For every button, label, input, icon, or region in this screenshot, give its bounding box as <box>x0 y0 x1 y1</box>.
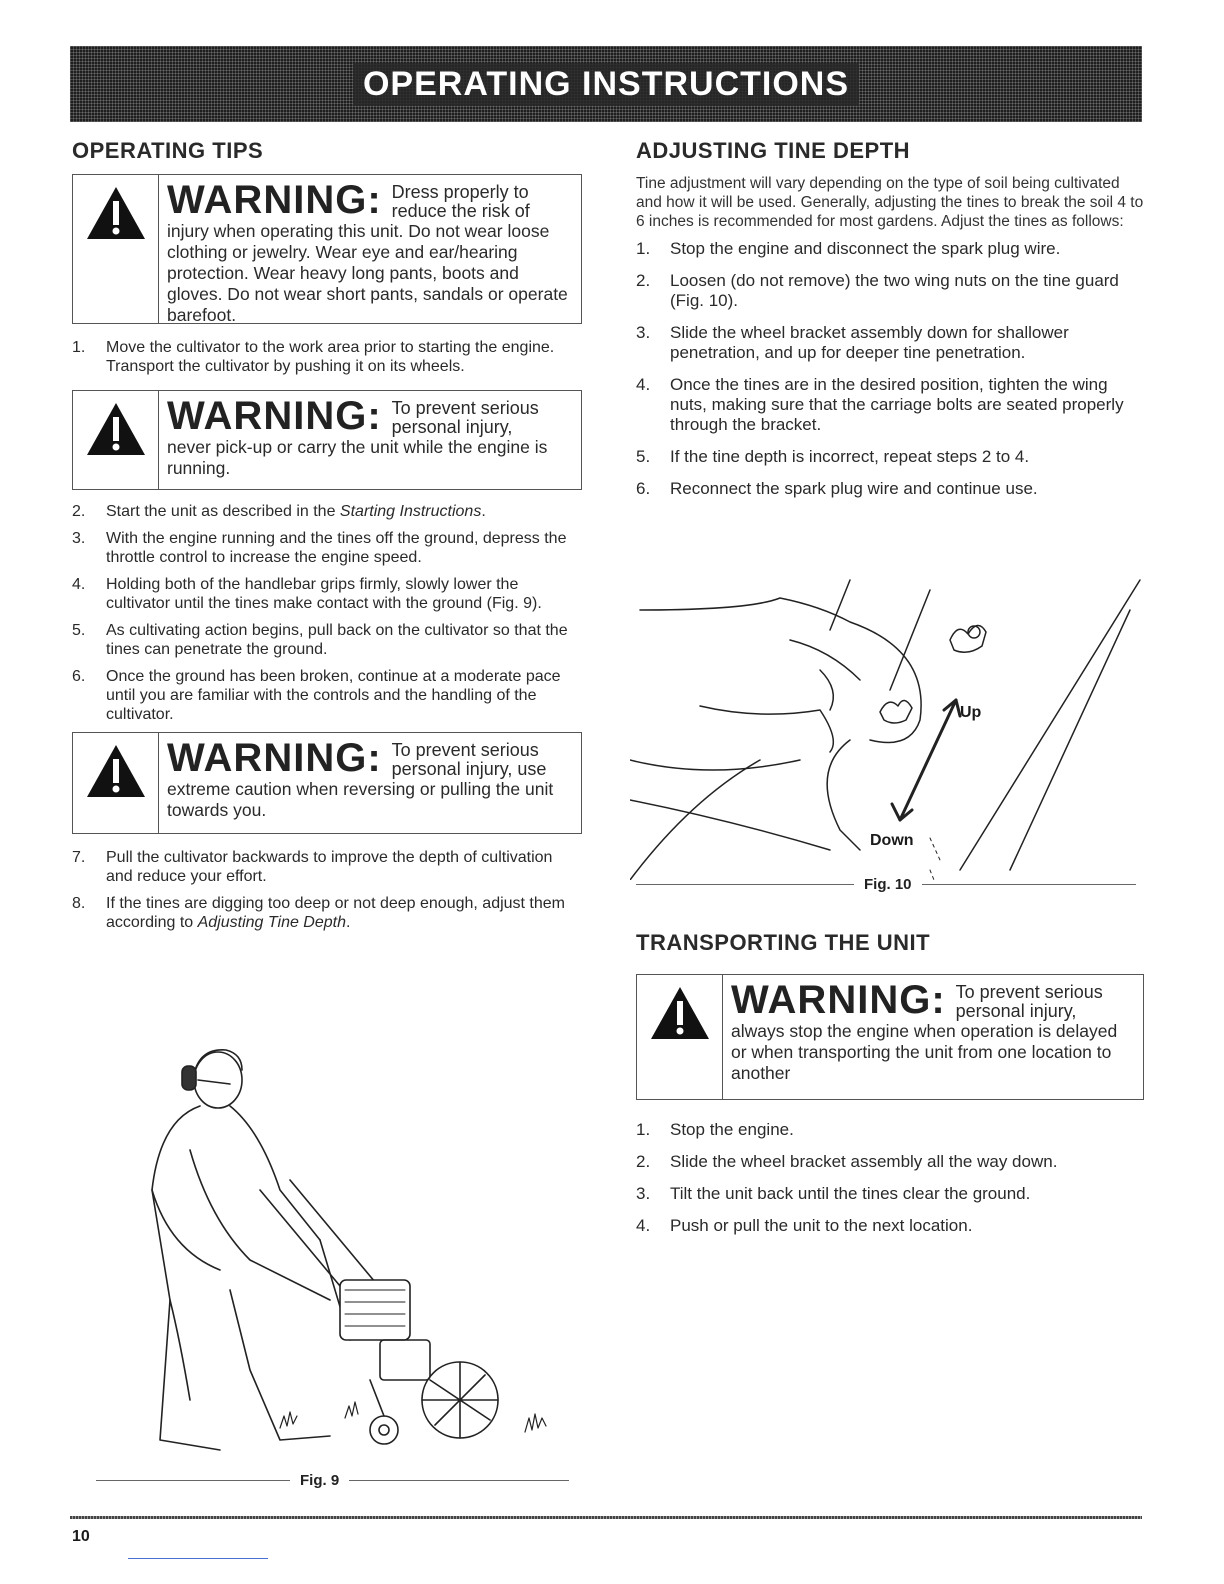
step-text: Stop the engine. <box>670 1120 794 1139</box>
warning-box-2 <box>72 390 582 490</box>
operating-tips-heading: OPERATING TIPS <box>72 138 264 163</box>
section-banner <box>70 46 1142 122</box>
step-text <box>106 502 486 521</box>
transport-steps <box>636 1120 1144 1236</box>
warning-lead-text: To prevent serious personal injury, <box>955 982 1103 1021</box>
list-item <box>72 502 582 521</box>
step-text: With the engine running and the tines off the ground, depress the throttle control to increase the engine speed. <box>106 530 567 566</box>
warning-text: always stop the engine when operation is delayed or when transporting the unit from one location to another <box>731 1021 1118 1083</box>
step-text-tail: . <box>346 914 351 931</box>
fig9-illustration <box>130 1040 590 1460</box>
fig10-caption: Fig. 10 <box>864 876 912 893</box>
list-item <box>636 271 1144 311</box>
step-text: Move the cultivator to the work area prior to starting the engine. Transport the cultivator by pushing it on its wheels. <box>106 339 555 375</box>
step-number: 1. <box>636 239 651 258</box>
step-text-main: If the tines are digging too deep or not deep enough, adjust them according to <box>106 895 565 931</box>
list-item <box>636 1152 1144 1172</box>
left-column <box>72 138 582 940</box>
step-number: 3. <box>72 530 86 547</box>
list-item <box>636 375 1144 435</box>
step-number: 6. <box>636 479 651 498</box>
list-item <box>72 848 582 886</box>
warning-label: WARNING: <box>167 736 382 780</box>
transporting-heading: TRANSPORTING THE UNIT <box>636 930 931 955</box>
warning-lead-text: Dress properly to reduce the risk of <box>391 182 530 221</box>
step-text: Slide the wheel bracket assembly all the way down. <box>670 1152 1058 1171</box>
caption-rule <box>349 1480 569 1481</box>
list-item <box>636 447 1144 467</box>
warning-triangle-icon <box>73 391 159 489</box>
warning-text: injury when operating this unit. Do not wear loose clothing or jewelry. Wear eye and ear/hearing protection. Wear heavy long pants, boots and gloves. Do not wear short pants, sandals or operate barefoot. <box>167 221 568 325</box>
step-number: 4. <box>72 576 86 593</box>
warning-triangle-icon <box>637 975 723 1099</box>
adjusting-tine-depth-heading: ADJUSTING TINE DEPTH <box>636 138 911 163</box>
fig10-illustration <box>630 570 1150 880</box>
step-text: Pull the cultivator backwards to improve the depth of cultivation and reduce your effort. <box>106 849 553 885</box>
step-number: 5. <box>636 447 651 466</box>
list-item <box>636 1216 1144 1236</box>
down-label: Down <box>870 832 914 849</box>
tine-depth-steps <box>636 239 1144 499</box>
list-item <box>72 529 582 567</box>
caption-rule <box>96 1480 290 1481</box>
banner-title: OPERATING INSTRUCTIONS <box>353 63 859 106</box>
step-number: 4. <box>636 1216 651 1235</box>
steps-list-3 <box>72 848 582 932</box>
caption-rule <box>922 884 1136 885</box>
warning-text: never pick-up or carry the unit while the engine is running. <box>167 437 548 478</box>
step-number: 3. <box>636 1184 651 1203</box>
warning-triangle-icon <box>73 733 159 833</box>
step-number: 2. <box>72 503 86 520</box>
step-text: Tilt the unit back until the tines clear the ground. <box>670 1184 1031 1203</box>
fig9-caption-row <box>96 1472 580 1489</box>
footer-rule <box>70 1516 1142 1519</box>
warning-lead-text: To prevent serious personal injury, <box>391 398 539 437</box>
step-text: As cultivating action begins, pull back on the cultivator so that the tines can penetrate the ground. <box>106 622 568 658</box>
step-text-italic: Adjusting Tine Depth <box>197 914 346 931</box>
list-item <box>72 338 582 376</box>
step-text-tail: . <box>481 503 486 520</box>
step-number: 6. <box>72 668 86 685</box>
step-text-italic: Starting Instructions <box>339 503 482 520</box>
step-text: If the tine depth is incorrect, repeat steps 2 to 4. <box>670 447 1030 466</box>
warning-label: WARNING: <box>167 394 382 438</box>
step-number: 2. <box>636 1152 651 1171</box>
step-text: Slide the wheel bracket assembly down for shallower penetration, and up for deeper tine penetration. <box>670 323 1069 362</box>
warning-label: WARNING: <box>731 978 946 1022</box>
warning-text: extreme caution when reversing or pulling the unit towards you. <box>167 779 554 820</box>
warning-box-3 <box>72 732 582 834</box>
step-number: 4. <box>636 375 651 394</box>
list-item <box>636 479 1144 499</box>
list-item <box>72 894 582 932</box>
warning-label: WARNING: <box>167 178 382 222</box>
step-number: 1. <box>72 339 86 356</box>
transporting-section <box>636 930 1144 1248</box>
step-number: 1. <box>636 1120 651 1139</box>
list-item <box>636 239 1144 259</box>
warning-box-1 <box>72 174 582 324</box>
list-item <box>636 323 1144 363</box>
list-item <box>636 1120 1144 1140</box>
step-text: Stop the engine and disconnect the spark plug wire. <box>670 239 1061 258</box>
right-column <box>636 138 1144 511</box>
step-number: 7. <box>72 849 86 866</box>
step-number: 5. <box>72 622 86 639</box>
list-item <box>72 667 582 724</box>
step-text: Push or pull the unit to the next location. <box>670 1216 973 1235</box>
list-item <box>636 1184 1144 1204</box>
step-text: Holding both of the handlebar grips firmly, slowly lower the cultivator until the tines make contact with the ground (Fig. 9). <box>106 576 542 612</box>
page-number: 10 <box>72 1528 90 1545</box>
steps-list-2 <box>72 502 582 724</box>
warning-lead-text: To prevent serious personal injury, use <box>391 740 547 779</box>
step-number: 2. <box>636 271 651 290</box>
intro-paragraph: Tine adjustment will vary depending on the type of soil being cultivated and how it will be used. Generally, adjusting the tines to break the soil 4 to 6 inches is recommended for most gardens. Adjust the tines as follows: <box>636 175 1144 230</box>
warning-box-4 <box>636 974 1144 1100</box>
steps-list-1 <box>72 338 582 376</box>
up-label: Up <box>960 704 982 721</box>
step-number: 8. <box>72 895 86 912</box>
step-text: Once the ground has been broken, continue at a moderate pace until you are familiar with the controls and the handling of the cultivator. <box>106 668 561 723</box>
step-text <box>106 894 582 932</box>
step-text-main: Start the unit as described in the <box>106 503 340 520</box>
footer-link-underline <box>128 1558 268 1559</box>
fig9-caption: Fig. 9 <box>300 1472 340 1489</box>
caption-rule <box>636 884 854 885</box>
list-item <box>72 575 582 613</box>
step-text: Reconnect the spark plug wire and continue use. <box>670 479 1038 498</box>
step-text: Once the tines are in the desired position, tighten the wing nuts, making sure that the carriage bolts are seated properly through the bracket. <box>670 375 1124 434</box>
list-item <box>72 621 582 659</box>
step-text: Loosen (do not remove) the two wing nuts on the tine guard (Fig. 10). <box>670 271 1119 310</box>
warning-triangle-icon <box>73 175 159 323</box>
fig10-caption-row <box>636 876 1142 893</box>
step-number: 3. <box>636 323 651 342</box>
